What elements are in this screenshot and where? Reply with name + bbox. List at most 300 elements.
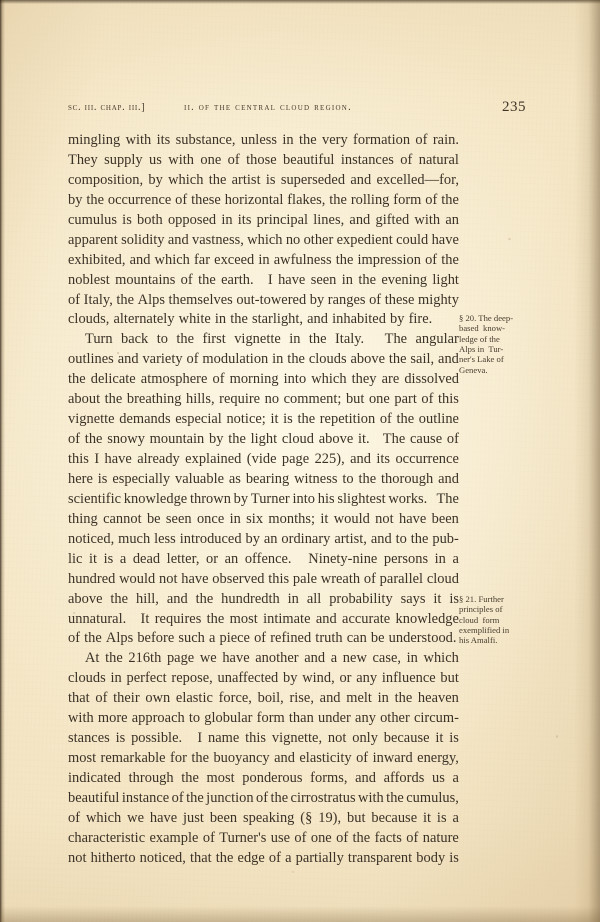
text-line [68, 530, 459, 550]
text-line [68, 450, 459, 470]
word: explained [185, 451, 242, 467]
word: clouds [308, 351, 347, 368]
text-line [68, 310, 459, 330]
word: most [229, 610, 258, 627]
sidenote-line: ledge of the [459, 333, 500, 344]
word: body [416, 849, 446, 866]
word: the [298, 132, 317, 148]
word: is [449, 849, 459, 866]
word: of [421, 391, 434, 408]
word: under [317, 710, 351, 727]
text-line [68, 809, 459, 829]
word: by [233, 490, 249, 507]
word: The [382, 431, 406, 448]
word: truth [315, 630, 343, 647]
text-line [68, 330, 459, 350]
word: cirrostratus [290, 789, 356, 806]
word: impression [357, 251, 421, 268]
word: dissolved [404, 371, 459, 388]
word: formation [353, 132, 411, 148]
word: comment; [283, 391, 342, 408]
word: but [347, 809, 366, 826]
sentence-space [373, 330, 377, 350]
word: above [350, 351, 385, 368]
word: probability [329, 590, 393, 607]
word: refined [270, 630, 312, 647]
word: thorough [381, 470, 434, 487]
word: the [181, 770, 199, 786]
word: They [68, 151, 98, 168]
word: months; [268, 510, 315, 527]
word: it. [358, 431, 370, 448]
word: exhibited, [68, 251, 126, 268]
word: through [128, 770, 174, 786]
word: elasticity [299, 750, 352, 767]
word: It [140, 610, 150, 627]
word: rise, [289, 690, 314, 707]
text-line [68, 729, 459, 749]
word: in [434, 550, 446, 567]
word: can [346, 630, 367, 647]
word: first [202, 331, 226, 348]
sidenote-line: § 20. The deep- [459, 313, 514, 323]
word: could [396, 231, 429, 248]
word: knowledge [395, 610, 459, 627]
word: with [168, 151, 195, 168]
word: starlight, [251, 311, 304, 328]
word: have [278, 271, 306, 288]
word: that [68, 690, 90, 707]
sidenote-line: Alps in Tur- [459, 344, 504, 355]
word: in [221, 211, 233, 228]
word: unless [240, 132, 278, 148]
text-line [68, 151, 459, 171]
word: of [254, 630, 267, 647]
word: six [246, 510, 264, 527]
word: most [68, 750, 97, 767]
word: vignette [68, 411, 115, 428]
word: it [89, 550, 98, 567]
word: because [371, 809, 418, 826]
word: a [452, 550, 459, 567]
word: offence. [244, 550, 292, 567]
word: a [452, 770, 459, 786]
word: and [304, 650, 326, 667]
word: these [191, 191, 221, 208]
text-line [68, 590, 459, 610]
word: horizontal [224, 191, 284, 208]
word: The [436, 490, 459, 507]
word: white [178, 311, 211, 328]
word: to [156, 331, 168, 348]
word: in [272, 351, 284, 368]
word: just [183, 809, 204, 826]
word: snowy [107, 431, 145, 448]
word: been [431, 510, 459, 527]
word: nature [422, 829, 459, 846]
word: of [336, 829, 349, 846]
word: thrown [189, 490, 231, 507]
word: in [282, 132, 294, 148]
word: the [186, 789, 204, 806]
word: by [390, 311, 405, 328]
word: only [352, 730, 378, 747]
word: not [375, 510, 394, 527]
word: and [350, 171, 372, 188]
word: instance [121, 789, 170, 806]
word: 19), [318, 809, 342, 826]
word: another [255, 650, 299, 667]
word: the [352, 829, 371, 846]
word: their [113, 690, 140, 707]
word: the [230, 311, 248, 328]
word: observed [212, 570, 265, 587]
word: have [431, 231, 459, 248]
word: those [246, 151, 277, 168]
word: hills, [186, 391, 215, 408]
word: clouds [68, 670, 106, 687]
word: the [410, 530, 429, 547]
text-line [68, 669, 459, 689]
word: in [341, 271, 353, 288]
text-line [68, 390, 459, 410]
word: very [322, 132, 348, 148]
word: evening [381, 271, 428, 288]
word: noticed, [139, 849, 186, 866]
word: perfect [126, 670, 167, 687]
word: light [432, 271, 459, 288]
word: noblest [68, 271, 110, 288]
scan-edge-left [0, 0, 5, 922]
sidenote-line: based know- [459, 323, 506, 334]
word: and [349, 211, 371, 228]
page-number: 235 [502, 99, 526, 115]
word: indicated [68, 770, 122, 786]
word: it [422, 809, 432, 826]
word: wind, [302, 670, 335, 687]
word: energy, [417, 750, 459, 767]
word: the [68, 371, 86, 388]
word: unnatural. [68, 610, 127, 627]
word: influence [381, 670, 436, 687]
word: vignette, [271, 730, 323, 747]
word: partially [295, 849, 344, 866]
word: be [370, 630, 385, 647]
word: cannot [103, 510, 142, 527]
word: ranges [327, 291, 366, 308]
word: edge [237, 849, 265, 866]
word: junction [206, 789, 254, 806]
word: a [330, 650, 338, 667]
word: in [214, 311, 227, 328]
word: been [209, 809, 238, 826]
word: the [198, 271, 216, 288]
word: in [229, 510, 241, 527]
word: above [68, 590, 103, 607]
word: understood. [388, 630, 457, 647]
text-line [68, 171, 459, 191]
word: boil, [257, 690, 284, 707]
text-line [68, 769, 459, 789]
word: an [224, 550, 239, 567]
text-line [68, 271, 459, 291]
word: transparent [347, 849, 413, 866]
text-line [68, 749, 459, 769]
word: of [227, 151, 240, 168]
running-head [68, 100, 532, 118]
word: (vide [246, 451, 277, 467]
text-line [68, 570, 459, 590]
word: and [438, 470, 459, 487]
word: light [250, 431, 278, 448]
sidenote-line: exemplified in [459, 625, 510, 636]
word: of [212, 371, 225, 388]
word: Ninety-nine [308, 550, 378, 567]
word: seen [165, 510, 192, 527]
sentence-space [188, 729, 192, 749]
word: because [383, 730, 430, 747]
word: which [247, 231, 283, 248]
text-line [68, 231, 459, 251]
word: of [363, 570, 376, 587]
word: and [370, 530, 392, 547]
word: parallel [379, 570, 424, 587]
word: expedient [336, 231, 393, 248]
word: earth. [221, 271, 254, 288]
word: fire. [408, 311, 433, 328]
word: by [148, 171, 163, 188]
word: wreath [320, 570, 361, 587]
word: the [358, 470, 377, 487]
sentence-space [374, 430, 378, 450]
word: of [356, 750, 369, 767]
word: natural [418, 151, 459, 168]
word: globular [204, 710, 253, 727]
word: (§ [300, 809, 313, 826]
word: an [445, 211, 459, 228]
word: most [206, 770, 235, 786]
word: mountains [115, 271, 176, 288]
word: of [202, 829, 215, 846]
word: for [170, 750, 187, 767]
text-line [68, 131, 459, 151]
word: both [137, 211, 163, 228]
word: cause [410, 431, 443, 448]
word: back [121, 331, 149, 348]
word: hundred [68, 570, 116, 587]
word: lines, [313, 211, 345, 228]
word: letter, [166, 550, 200, 567]
word: this [245, 730, 267, 747]
word: with [125, 132, 152, 148]
word: which [311, 371, 347, 388]
word: instances [340, 151, 394, 168]
word: require [219, 391, 261, 408]
word: repose, [171, 670, 213, 687]
word: before [137, 630, 175, 647]
word: its [376, 451, 391, 467]
word: approach [131, 710, 185, 727]
text-line [68, 510, 459, 530]
word: principal [256, 211, 309, 228]
word: dead [132, 550, 161, 567]
word: us [431, 770, 445, 786]
word: 216th [128, 650, 162, 667]
word: are [381, 371, 400, 388]
word: delicate [90, 371, 136, 388]
word: the [84, 431, 103, 448]
word: with [358, 789, 384, 806]
word: and [307, 311, 329, 328]
sentence-space [430, 490, 434, 510]
word: artist [231, 171, 261, 188]
word: of [369, 291, 382, 308]
word: they [351, 371, 377, 388]
word: the [208, 171, 227, 188]
sidenote-line: ner's Lake of [459, 354, 504, 365]
word: Turner [250, 490, 290, 507]
word: that [189, 849, 212, 866]
scan-edge-right [574, 0, 600, 922]
word: accurate [342, 610, 391, 627]
word: affords [383, 770, 425, 786]
word: far [193, 251, 211, 268]
text-line [68, 550, 459, 570]
word: by [245, 530, 260, 547]
word: inhabited [332, 311, 386, 328]
word: Alps [105, 630, 134, 647]
word: we [127, 809, 144, 826]
word: and [129, 251, 151, 268]
word: by [283, 670, 298, 687]
word: is [283, 411, 293, 428]
word: is [436, 809, 447, 826]
sidenote-line: principles of [459, 604, 503, 615]
word: and [315, 610, 337, 627]
body-text [68, 131, 459, 869]
word: gifted [375, 211, 410, 228]
word: but [440, 670, 459, 687]
word: of [425, 191, 438, 208]
word: and [166, 590, 188, 607]
word: out-towered [236, 291, 307, 308]
word: in [110, 670, 122, 687]
word: elastic [175, 690, 213, 707]
word: one [368, 391, 390, 408]
text-line [68, 430, 459, 450]
word: of [446, 431, 459, 448]
word: intimate [263, 610, 311, 627]
text-line [68, 251, 459, 271]
word: pale [292, 570, 318, 587]
word: apparent [68, 231, 118, 248]
word: introduced [179, 530, 242, 547]
word: of [180, 271, 193, 288]
word: supply [104, 151, 143, 168]
word: of [68, 431, 81, 448]
word: of [68, 291, 81, 308]
word: we [199, 650, 217, 667]
word: any [355, 710, 376, 727]
text-line [68, 291, 459, 311]
text-line [68, 789, 459, 809]
word: his [317, 490, 335, 507]
word: one [200, 151, 222, 168]
word: no [264, 391, 280, 408]
paragraph [68, 330, 459, 649]
sidenote-line: his Amalfi. [459, 635, 498, 646]
word: than [288, 710, 314, 727]
word: thing [68, 510, 98, 527]
text-line [68, 211, 459, 231]
word: hitherto [90, 849, 136, 866]
word: of [425, 251, 438, 268]
word: Alps [137, 291, 165, 308]
word: page [166, 650, 195, 667]
word: the [116, 291, 135, 308]
word: it [433, 590, 442, 607]
word: speaking [243, 809, 295, 826]
word: the [105, 650, 123, 667]
word: form [393, 191, 422, 208]
word: in [287, 590, 299, 607]
text-line [68, 470, 459, 490]
word: the [394, 690, 413, 707]
word: characteristic [68, 829, 146, 846]
sentence-space [132, 610, 136, 630]
word: the [308, 331, 327, 348]
word: other [380, 710, 410, 727]
word: of [186, 351, 199, 368]
word: a [208, 630, 216, 647]
word: the [287, 351, 305, 368]
word: knowledge [123, 490, 188, 507]
word: Turn [85, 331, 113, 348]
word: the [396, 411, 415, 428]
word: artist, [334, 530, 367, 547]
word: variety [142, 351, 183, 368]
word: the [329, 191, 347, 208]
word: I [267, 271, 273, 288]
word: these [384, 291, 415, 308]
page-content [68, 0, 532, 922]
word: mountain [149, 431, 205, 448]
word: new [342, 650, 367, 667]
word: vignette [234, 331, 281, 348]
word: awfulness [273, 251, 332, 268]
word: of [255, 789, 269, 806]
word: occurrence [395, 451, 459, 467]
word: in [289, 331, 301, 348]
word: is [122, 211, 132, 228]
word: the [84, 630, 102, 647]
word: all [306, 590, 322, 607]
word: melt [346, 690, 372, 707]
word: force, [218, 690, 252, 707]
text-line [68, 410, 459, 430]
word: persons [383, 550, 429, 567]
word: vastness, [192, 231, 244, 248]
word: mighty [417, 291, 459, 308]
word: the [195, 590, 214, 607]
word: it [435, 730, 444, 747]
word: rolling [350, 191, 390, 208]
word: have [222, 650, 250, 667]
running-head-title: ii. of the central cloud region. [184, 102, 352, 113]
word: says [400, 590, 426, 607]
word: slightest [337, 490, 386, 507]
word: of [171, 789, 184, 806]
